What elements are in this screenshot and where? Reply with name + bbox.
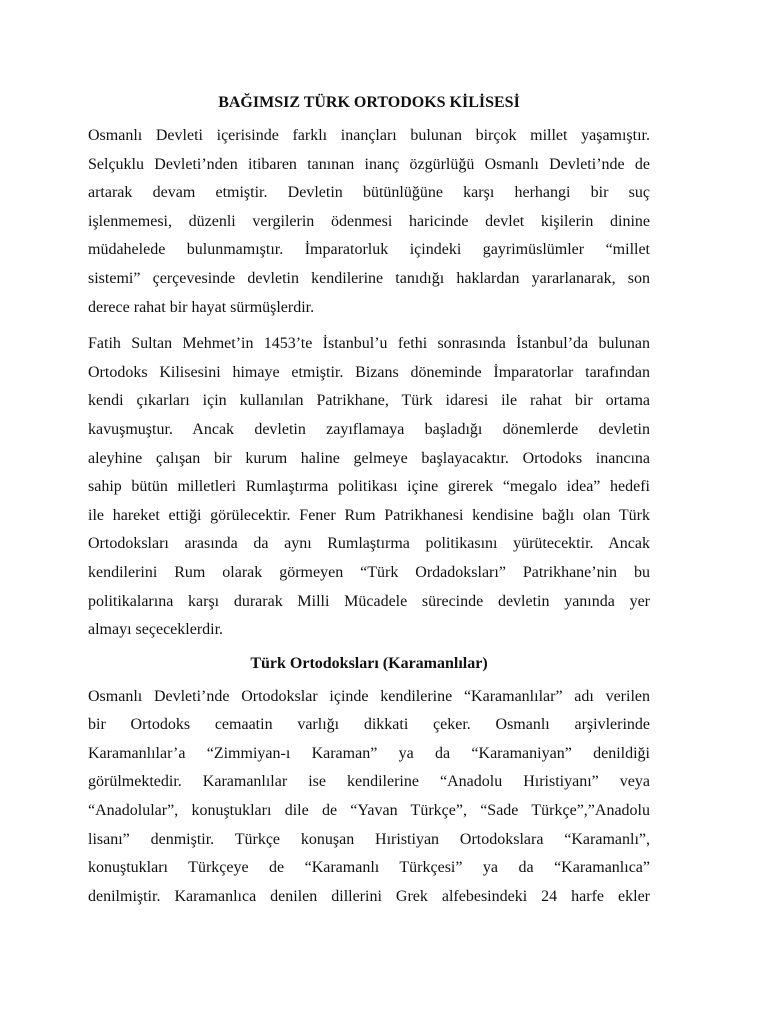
text-line: bir Ortodoks cemaatin varlığı dikkati çeker. Osmanlı arşivlerinde — [88, 716, 650, 734]
text-line: denilmiştir. Karamanlıca denilen dillerini Grek alfebesindeki 24 harfe ekler — [88, 887, 650, 905]
text-line: Fatih Sultan Mehmet’in 1453’te İstanbul’u fethi sonrasında İstanbul’da bulunan — [88, 335, 650, 353]
text-line: müdahelede bulunmamıştır. İmparatorluk içindeki gayrimüslümler “millet — [88, 241, 650, 259]
text-line: kendilerini Rum olarak görmeyen “Türk Ordadoksları” Patrikhane’nin bu — [88, 563, 650, 581]
text-line: “Anadolular”, konuştukları dile de “Yavan Türkçe”, “Sade Türkçe”,”Anadolu — [88, 802, 650, 820]
text-line: Osmanlı Devleti içerisinde farklı inançları bulunan birçok millet yaşamıştır. — [88, 127, 650, 144]
text-line: almayı seçeceklerdir. — [88, 621, 224, 639]
text-line: politikalarına karşı durarak Milli Mücadele sürecinde devletin yanında yer — [88, 592, 650, 610]
text-line: aleyhine çalışan bir kurum haline gelmeye başlayacaktır. Ortodoks inancına — [88, 449, 650, 467]
text-line: sistemi” çerçevesinde devletin kendilerine tanıdığı haklardan yararlanarak, son — [88, 269, 650, 287]
paragraph-1 — [88, 122, 650, 322]
text-line: Selçuklu Devleti’nden itibaren tanınan inanç özgürlüğü Osmanlı Devleti’nde de — [88, 155, 650, 173]
text-line: sahip bütün milletleri Rumlaştırma politikası içine girerek “megalo idea” hedefi — [88, 478, 650, 496]
paragraph-2 — [88, 330, 650, 645]
text-line: artarak devam etmiştir. Devletin bütünlüğüne karşı herhangi bir suç — [88, 184, 650, 202]
paragraph-3 — [88, 683, 650, 912]
text-line: Osmanlı Devleti’nde Ortodokslar içinde kendilerine “Karamanlılar” adı verilen — [88, 687, 650, 705]
text-line: görülmektedir. Karamanlılar ise kendilerine “Anadolu Hıristiyanı” veya — [88, 773, 650, 791]
text-line: kavuşmuştur. Ancak devletin zayıflamaya başladığı dönemlerde devletin — [88, 420, 650, 438]
document-title: BAĞIMSIZ TÜRK ORTODOKS KİLİSESİ — [218, 94, 520, 111]
text-line: konuştukları Türkçeye de “Karamanlı Türkçesi” ya da “Karamanlıca” — [88, 859, 650, 877]
text-line: işlenmemesi, düzenli vergilerin ödenmesi haricinde devlet kişilerin dinine — [88, 212, 650, 230]
text-line: lisanı” denmiştir. Türkçe konuşan Hıristiyan Ortodokslara “Karamanlı”, — [88, 830, 650, 848]
section-subtitle: Türk Ortodoksları (Karamanlılar) — [250, 654, 488, 672]
text-line: Karamanlılar’a “Zimmiyan-ı Karaman” ya da “Karamaniyan” denildiği — [88, 744, 650, 762]
text-line: kendi çıkarları için kullanılan Patrikhane, Türk idaresi ile rahat bir ortama — [88, 392, 650, 410]
text-line: Ortodoksları arasında da aynı Rumlaştırma politikasını yürütecektir. Ancak — [88, 535, 650, 553]
text-line: derece rahat bir hayat sürmüşlerdir. — [88, 298, 315, 316]
text-line: ile hareket ettiği görülecektir. Fener Rum Patrikhanesi kendisine bağlı olan Türk — [88, 506, 650, 524]
document-page — [88, 92, 650, 919]
text-line: Ortodoks Kilisesini himaye etmiştir. Bizans döneminde İmparatorlar tarafından — [88, 363, 650, 381]
